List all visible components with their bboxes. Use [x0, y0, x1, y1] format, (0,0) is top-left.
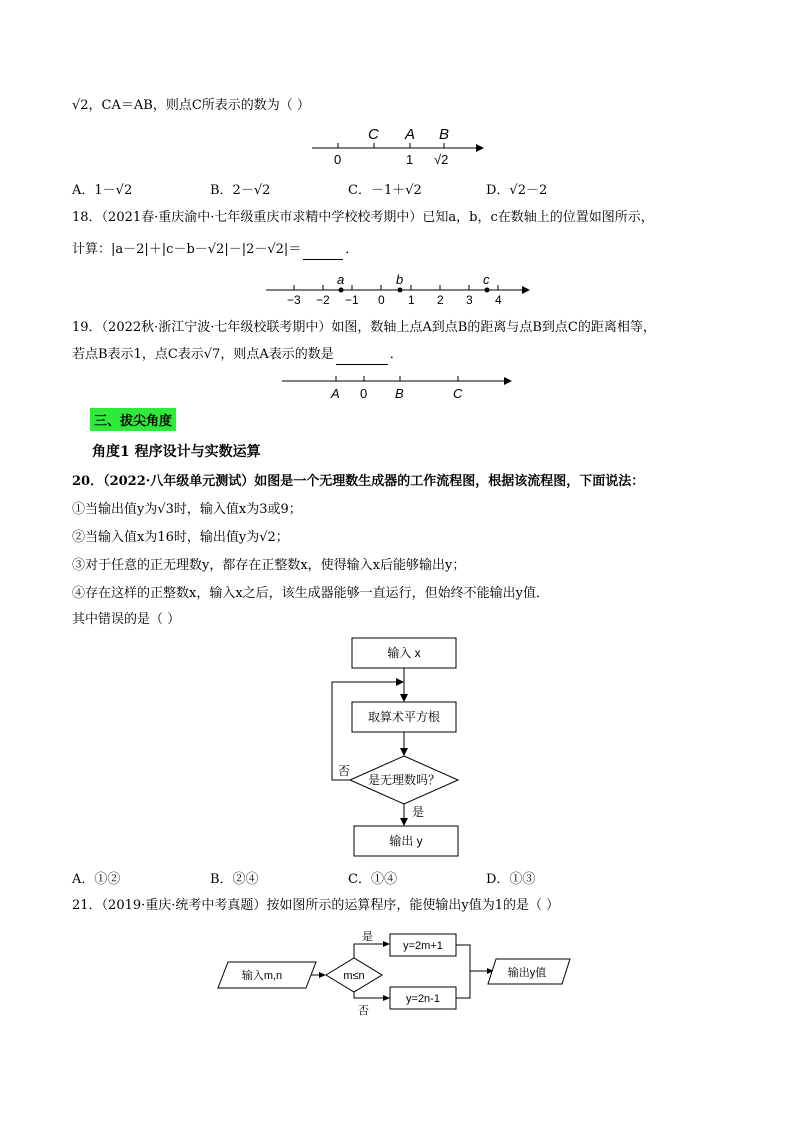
q18-point-label: a [337, 272, 345, 287]
q21-no-label: 否 [358, 1005, 369, 1017]
q19-line2-suffix: ． [389, 347, 403, 362]
q18-tick-label: 0 [378, 293, 385, 307]
q20-option-a[interactable]: A．①② [72, 872, 121, 887]
q20-statement-1: ①当输出值y为√3时，输入值x为3或9； [72, 502, 302, 517]
q21-flowchart [0, 928, 794, 1028]
q21-output-label: 输出y值 [507, 967, 547, 979]
q19-axis-label: A [331, 386, 340, 401]
section-heading: 三、拔尖角度 [90, 408, 176, 431]
q17-option-b[interactable]: B．2－√2 [210, 183, 271, 198]
q19-axis-label: C [453, 386, 463, 401]
flow-sqrt-label: 取算术平方根 [367, 710, 441, 724]
flow-decision-label: 是无理数吗？ [367, 773, 441, 787]
q18-tick-label: 1 [408, 293, 415, 307]
flow-output-label: 输出 y [389, 834, 423, 848]
q19-answer-blank[interactable] [336, 349, 388, 365]
q20-option-c[interactable]: C．①④ [348, 872, 397, 887]
q18-tick-label: −2 [316, 293, 330, 307]
q17-option-c[interactable]: C．－1＋√2 [348, 183, 422, 198]
q21-top-box-label: y=2m+1 [403, 940, 443, 952]
q18-tick-label: 2 [437, 293, 444, 307]
flow-yes-label: 是 [412, 805, 425, 819]
q20-flowchart [0, 630, 794, 860]
q21-stem: 21．（2019·重庆·统考中考真题）按如图所示的运算程序，能使输出y值为1的是（ ） [72, 898, 560, 913]
q18-tick-label: 3 [466, 293, 473, 307]
q20-option-d[interactable]: D．①③ [486, 872, 536, 887]
q21-decision-label: m≤n [343, 970, 365, 982]
q18-line1: 18．（2021春·重庆渝中·七年级重庆市求精中学校校考期中）已知a，b，c在数轴上的位置如图所示， [72, 210, 654, 225]
q18-line2: 计算：|a－2|＋|c－b－√2|－|2－√2|＝ ． [72, 240, 358, 260]
q17-point-label: A [405, 126, 416, 143]
q20-option-b[interactable]: B．②④ [210, 872, 259, 887]
flow-input-label: 输入 x [387, 646, 421, 660]
q19-line1: 19．（2022秋·浙江宁波·七年级校联考期中）如图，数轴上点A到点B的距离与点B到点C的距离相等， [72, 320, 656, 335]
q17-tick-label: √2 [434, 152, 449, 167]
q17-option-d[interactable]: D．√2－2 [486, 183, 548, 198]
flow-no-label: 否 [338, 764, 351, 778]
q18-tick-label: 4 [495, 293, 502, 307]
section-subheading: 角度1 程序设计与实数运算 [92, 444, 261, 460]
q21-input-label: 输入m,n [241, 970, 283, 982]
q20-statement-2: ②当输入值x为16时，输出值y为√2； [72, 530, 289, 545]
q18-number-line [0, 270, 794, 320]
q21-yes-label: 是 [362, 931, 373, 943]
q17-tick-label: 1 [406, 152, 414, 167]
q20-statement-3: ③对于任意的正无理数y，都存在正整数x，使得输入x后能够输出y； [72, 558, 466, 573]
q18-point-label: b [396, 272, 404, 287]
q20-stem-text: 20．（2022·八年级单元测试）如图是一个无理数生成器的工作流程图，根据该流程图，下面说法： [72, 474, 645, 489]
q17-tick-label: 0 [334, 152, 342, 167]
q17-point-label: C [368, 126, 379, 143]
q18-tick-label: −3 [287, 293, 301, 307]
q18-answer-blank[interactable] [303, 244, 343, 260]
q17-stem: √2，CA＝AB，则点C所表示的数为（ ） [72, 98, 310, 113]
q17-number-line [0, 122, 794, 182]
q17-option-a[interactable]: A．1－√2 [72, 183, 133, 198]
q19-axis-label: B [395, 386, 404, 401]
q19-number-line [0, 370, 794, 410]
q18-expression: 计算：|a－2|＋|c－b－√2|－|2－√2|＝ [72, 242, 302, 257]
q18-point-label: c [483, 272, 490, 287]
q17-point-label: B [439, 126, 450, 143]
q18-tick-label: −1 [345, 293, 359, 307]
q19-line2 [72, 345, 403, 365]
q20-stem [72, 472, 644, 492]
q20-question: 其中错误的是（ ） [72, 612, 181, 627]
q21-bottom-box-label: y=2n-1 [406, 993, 440, 1005]
q20-statement-4: ④存在这样的正整数x，输入x之后，该生成器能够一直运行，但始终不能输出y值． [72, 586, 550, 601]
q19-axis-label: 0 [360, 386, 368, 401]
q19-line2-text: 若点B表示1，点C表示√7，则点A表示的数是 [72, 347, 334, 362]
